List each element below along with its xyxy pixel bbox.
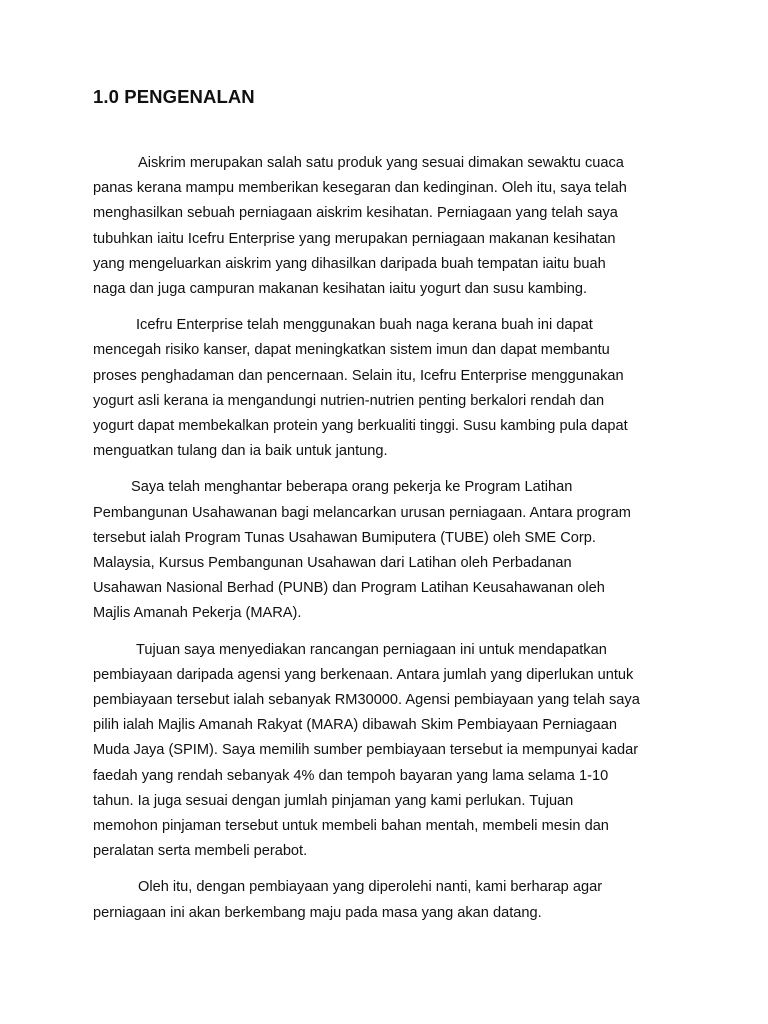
paragraph-first-line: Saya telah menghantar beberapa orang pekerja ke Program Latihan — [131, 479, 573, 496]
paragraph-line: perniagaan ini akan berkembang maju pada masa yang akan datang. — [93, 904, 542, 921]
section-heading: 1.0 PENGENALAN — [93, 86, 255, 107]
paragraph-line: panas kerana mampu memberikan kesegaran dan kedinginan. Oleh itu, saya telah — [93, 180, 627, 197]
paragraph — [93, 151, 678, 302]
paragraph — [93, 475, 678, 626]
paragraph-line: tubuhkan iaitu Icefru Enterprise yang merupakan perniagaan makanan kesihatan — [93, 230, 616, 247]
paragraph-line: pilih ialah Majlis Amanah Rakyat (MARA) dibawah Skim Pembiayaan Perniagaan — [93, 717, 618, 734]
paragraph-line: Majlis Amanah Pekerja (MARA). — [93, 605, 302, 622]
paragraph — [93, 313, 678, 464]
paragraph-line: mencegah risiko kanser, dapat meningkatkan sistem imun dan dapat membantu — [93, 342, 610, 359]
paragraph-line: peralatan serta membeli perabot. — [93, 843, 308, 860]
paragraph-line: menguatkan tulang dan ia baik untuk jantung. — [93, 443, 388, 460]
paragraph-line: yogurt dapat membekalkan protein yang berkualiti tinggi. Susu kambing pula dapat — [93, 418, 628, 435]
paragraph-line: Pembangunan Usahawanan bagi melancarkan urusan perniagaan. Antara program — [93, 504, 631, 521]
paragraph-line: menghasilkan sebuah perniagaan aiskrim kesihatan. Perniagaan yang telah saya — [93, 205, 618, 222]
paragraph-line: Muda Jaya (SPIM). Saya memilih sumber pembiayaan tersebut ia mempunyai kadar — [93, 742, 639, 759]
paragraph-line: yang mengeluarkan aiskrim yang dihasilkan daripada buah tempatan iaitu buah — [93, 255, 606, 272]
paragraph-line: tersebut ialah Program Tunas Usahawan Bumiputera (TUBE) oleh SME Corp. — [93, 529, 596, 546]
paragraph-line: Usahawan Nasional Berhad (PUNB) dan Program Latihan Keusahawanan oleh — [93, 580, 605, 597]
paragraph-line: pembiayaan daripada agensi yang berkenaan. Antara jumlah yang diperlukan untuk — [93, 666, 634, 683]
paragraph-line: yogurt asli kerana ia mengandungi nutrien-nutrien penting berkalori rendah dan — [93, 392, 605, 409]
paragraph-first-line: Oleh itu, dengan pembiayaan yang diperolehi nanti, kami berharap agar — [138, 879, 603, 896]
paragraph-line: Malaysia, Kursus Pembangunan Usahawan dari Latihan oleh Perbadanan — [93, 555, 572, 572]
body-text — [93, 151, 678, 937]
paragraph-line: tahun. Ia juga sesuai dengan jumlah pinjaman yang kami perlukan. Tujuan — [93, 792, 574, 809]
paragraph-line: pembiayaan tersebut ialah sebanyak RM30000. Agensi pembiayaan yang telah saya — [93, 692, 640, 709]
paragraph-line: memohon pinjaman tersebut untuk membeli bahan mentah, membeli mesin dan — [93, 818, 609, 835]
paragraph — [93, 875, 678, 925]
paragraph — [93, 638, 678, 865]
paragraph-first-line: Aiskrim merupakan salah satu produk yang sesuai dimakan sewaktu cuaca — [138, 155, 624, 171]
paragraph-first-line: Tujuan saya menyediakan rancangan perniagaan ini untuk mendapatkan — [136, 641, 607, 658]
paragraph-first-line: Icefru Enterprise telah menggunakan buah naga kerana buah ini dapat — [136, 317, 593, 334]
paragraph-line: faedah yang rendah sebanyak 4% dan tempoh bayaran yang lama selama 1-10 — [93, 767, 609, 784]
paragraph-line: naga dan juga campuran makanan kesihatan iaitu yogurt dan susu kambing. — [93, 281, 588, 298]
paragraph-line: proses penghadaman dan pencernaan. Selain itu, Icefru Enterprise menggunakan — [93, 367, 624, 384]
